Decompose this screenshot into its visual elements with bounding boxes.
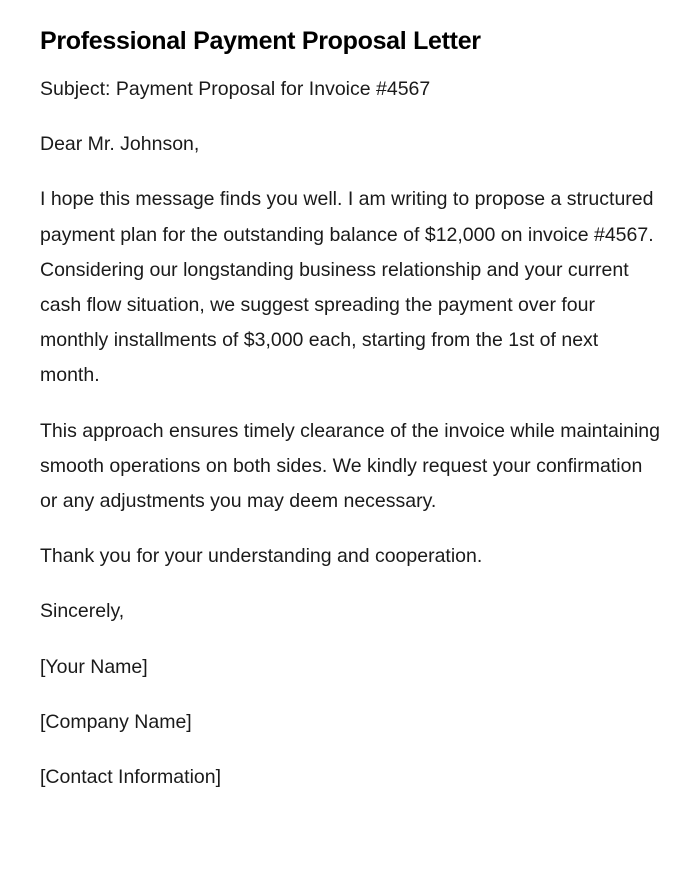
signature-contact: [Contact Information] xyxy=(40,766,222,789)
salutation: Dear Mr. Johnson, xyxy=(40,133,200,156)
body-paragraph: This approach ensures timely clearance of the invoice while maintaining smooth operations on both sides. We kindly request your confirmation or any adjustments you may deem necessary. xyxy=(40,419,660,513)
closing: Sincerely, xyxy=(40,600,125,623)
signature-name: [Your Name] xyxy=(40,655,148,678)
body-paragraph: Thank you for your understanding and cooperation. xyxy=(40,545,483,568)
signature-company: [Company Name] xyxy=(40,710,192,733)
subject-line: Subject: Payment Proposal for Invoice #4567 xyxy=(40,78,431,100)
body-paragraph: I hope this message finds you well. I am writing to propose a structured payment plan for the outstanding balance of $12,000 on invoice #4567. Considering our longstanding business relationship and your current cash flow situation, we suggest spreading the payment over four monthly installments of $3,000 each, starting from the 1st of next month. xyxy=(40,188,654,387)
page-title: Professional Payment Proposal Letter xyxy=(40,27,481,55)
